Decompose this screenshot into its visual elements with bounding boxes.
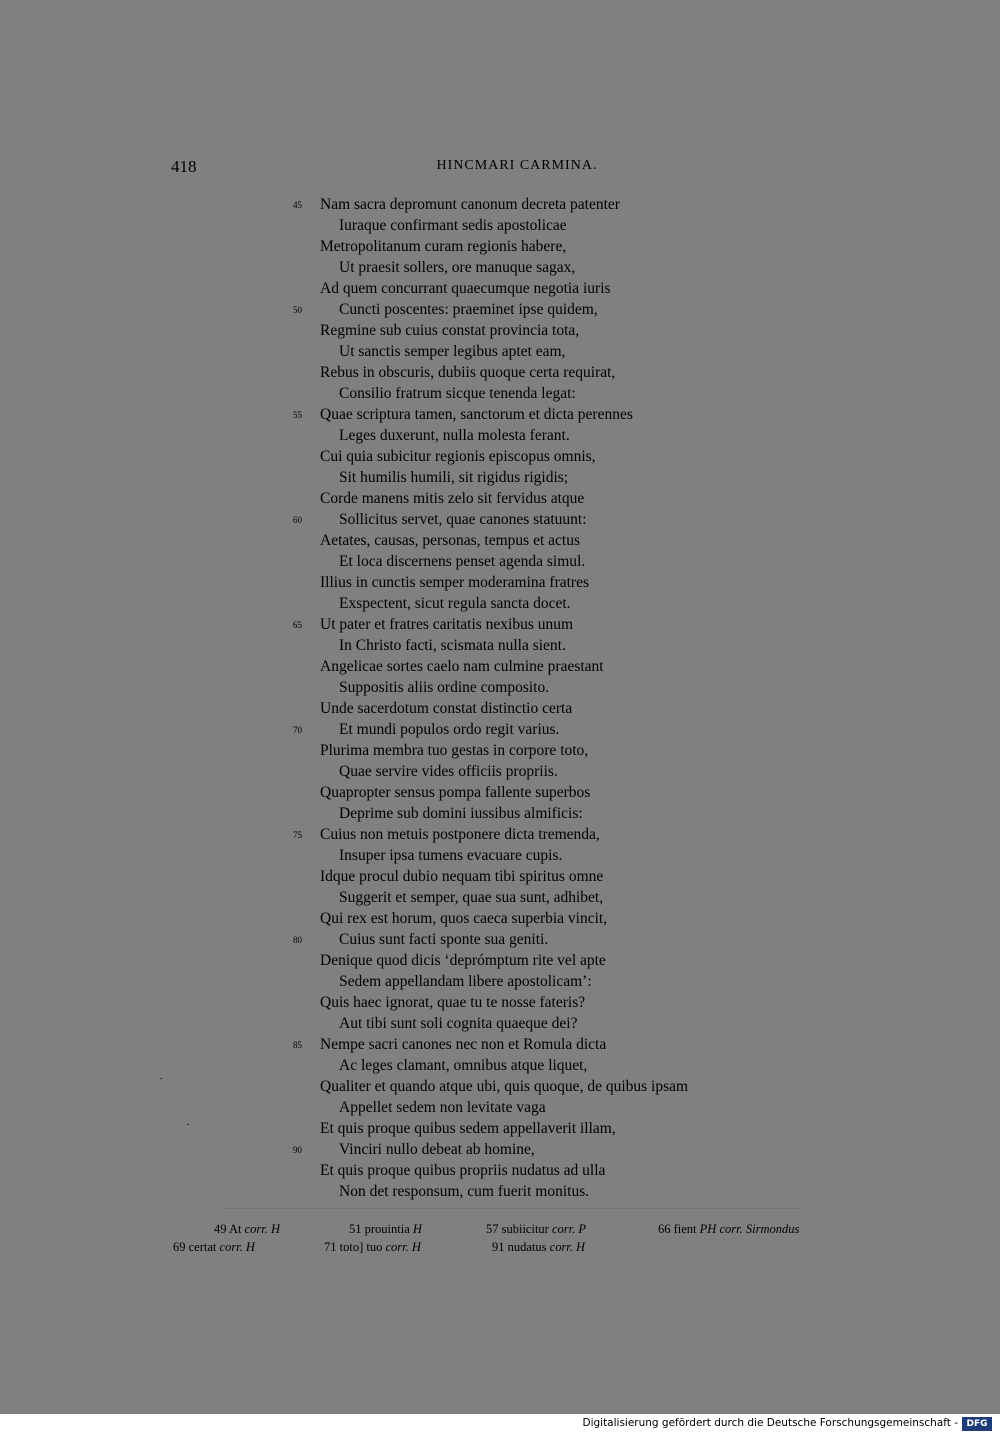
verse-line	[0, 950, 1000, 971]
footnote: 66 fient PH corr. Sirmondus	[658, 1222, 800, 1236]
verse-text: Aut tibi sunt soli cognita quaeque dei?	[339, 1015, 578, 1032]
verse-line	[0, 677, 1000, 698]
verse-text: Et mundi populos ordo regit varius.	[339, 721, 560, 738]
verse-line	[0, 1055, 1000, 1076]
verse-text: Quis haec ignorat, quae tu te nosse fateris?	[320, 994, 586, 1011]
verse-text: Cui quia subicitur regionis episcopus omnis,	[320, 448, 596, 465]
verse-text: Suppositis aliis ordine composito.	[339, 679, 550, 696]
verse-text: Non det responsum, cum fuerit monitus.	[339, 1183, 590, 1200]
verse-line	[0, 1181, 1000, 1202]
line-number: 85	[293, 1040, 302, 1050]
digitization-footer	[0, 1414, 1000, 1434]
verse-text: Ad quem concurrant quaecumque negotia iuris	[320, 280, 611, 297]
footnote-row	[0, 1222, 1000, 1240]
verse-text: Et quis proque quibus sedem appellaverit illam,	[320, 1120, 616, 1137]
verse-text: Quae servire vides officiis propriis.	[339, 763, 558, 780]
verse-line	[0, 299, 1000, 320]
verse-line	[0, 257, 1000, 278]
verse-text: Suggerit et semper, quae sua sunt, adhibet,	[339, 889, 604, 906]
verse-text: Insuper ipsa tumens evacuare cupis.	[339, 847, 563, 864]
verse-line	[0, 803, 1000, 824]
verse-line	[0, 698, 1000, 719]
verse-text: Unde sacerdotum constat distinctio certa	[320, 700, 573, 717]
verse-line	[0, 845, 1000, 866]
verse-line	[0, 593, 1000, 614]
verse-text: Quapropter sensus pompa fallente superbos	[320, 784, 591, 801]
verse-text: Idque procul dubio nequam tibi spiritus omne	[320, 868, 604, 885]
verse-text: Sollicitus servet, quae canones statuunt:	[339, 511, 587, 528]
verse-text: Deprime sub domini iussibus almificis:	[339, 805, 583, 822]
verse-line	[0, 635, 1000, 656]
verse-line	[0, 1160, 1000, 1181]
verse-line	[0, 551, 1000, 572]
verse-line	[0, 656, 1000, 677]
verse-text: Corde manens mitis zelo sit fervidus atque	[320, 490, 585, 507]
verse-text: Appellet sedem non levitate vaga	[339, 1099, 546, 1116]
verse-text: Consilio fratrum sicque tenenda legat:	[339, 385, 576, 402]
verse-line	[0, 614, 1000, 635]
line-number: 55	[293, 410, 302, 420]
line-number: 50	[293, 305, 302, 315]
line-number: 70	[293, 725, 302, 735]
page-header	[171, 157, 841, 179]
verse-text: Nempe sacri canones nec non et Romula dicta	[320, 1036, 607, 1053]
verse-line	[0, 236, 1000, 257]
verse-line	[0, 971, 1000, 992]
verse-text: Qui rex est horum, quos caeca superbia vincit,	[320, 910, 608, 927]
verse-line	[0, 383, 1000, 404]
footnote: 49 At corr. H	[214, 1222, 280, 1236]
verse-text: Nam sacra depromunt canonum decreta patenter	[320, 196, 620, 213]
verse-line	[0, 488, 1000, 509]
verse-line	[0, 761, 1000, 782]
verse-text: Angelicae sortes caelo nam culmine praestant	[320, 658, 604, 675]
footnote: 91 nudatus corr. H	[492, 1240, 586, 1254]
verse-line	[0, 215, 1000, 236]
verse-line	[0, 740, 1000, 761]
verse-text: Cuius non metuis postponere dicta tremenda,	[320, 826, 600, 843]
verse-text: Plurima membra tuo gestas in corpore toto,	[320, 742, 589, 759]
verse-line	[0, 194, 1000, 215]
verse-text: Iuraque confirmant sedis apostolicae	[339, 217, 567, 234]
line-number: 60	[293, 515, 302, 525]
verse-line	[0, 1097, 1000, 1118]
verse-text: Ut pater et fratres caritatis nexibus unum	[320, 616, 574, 633]
verse-text: Sit humilis humili, sit rigidus rigidis;	[339, 469, 569, 486]
verse-line	[0, 425, 1000, 446]
verse-line	[0, 404, 1000, 425]
verse-text: Exspectent, sicut regula sancta docet.	[339, 595, 571, 612]
verse-line	[0, 467, 1000, 488]
verse-text: Quae scriptura tamen, sanctorum et dicta perennes	[320, 406, 633, 423]
verse-text: Et loca discernens penset agenda simul.	[339, 553, 586, 570]
verse-line	[0, 320, 1000, 341]
verse-text: Aetates, causas, personas, tempus et actus	[320, 532, 580, 549]
verse-line	[0, 866, 1000, 887]
verse-line	[0, 1118, 1000, 1139]
footnote-separator	[225, 1208, 800, 1209]
verse-line	[0, 1076, 1000, 1097]
line-number: 45	[293, 200, 302, 210]
verse-line	[0, 782, 1000, 803]
verse-line	[0, 446, 1000, 467]
verse-line	[0, 362, 1000, 383]
verse-line	[0, 992, 1000, 1013]
verse-text: Ac leges clamant, omnibus atque liquet,	[339, 1057, 588, 1074]
verse-line	[0, 887, 1000, 908]
verse-text: Denique quod dicis ‘deprómptum rite vel apte	[320, 952, 606, 969]
running-head: HINCMARI CARMINA.	[436, 158, 598, 173]
verse-text: Metropolitanum curam regionis habere,	[320, 238, 567, 255]
line-number: 80	[293, 935, 302, 945]
footnote-row	[0, 1240, 1000, 1258]
verse-line	[0, 1139, 1000, 1160]
verse-line	[0, 719, 1000, 740]
verse-text: Sedem appellandam libere apostolicam’:	[339, 973, 592, 990]
verse-line	[0, 572, 1000, 593]
verse-text: Rebus in obscuris, dubiis quoque certa requirat,	[320, 364, 616, 381]
verse-text: Cuncti poscentes: praeminet ipse quidem,	[339, 301, 598, 318]
verse-line	[0, 908, 1000, 929]
poem-text	[0, 194, 1000, 1202]
scan-speck	[160, 1078, 162, 1079]
footnote: 57 subiicitur corr. P	[486, 1222, 586, 1236]
verse-line	[0, 929, 1000, 950]
verse-text: In Christo facti, scismata nulla sient.	[339, 637, 566, 654]
funding-credit: Digitalisierung gefördert durch die Deutsche Forschungsgemeinschaft -	[582, 1417, 958, 1429]
line-number: 65	[293, 620, 302, 630]
scan-speck	[187, 1124, 189, 1125]
page-number: 418	[171, 157, 197, 176]
verse-line	[0, 509, 1000, 530]
verse-text: Ut praesit sollers, ore manuque sagax,	[339, 259, 576, 276]
verse-text: Vinciri nullo debeat ab homine,	[339, 1141, 535, 1158]
verse-text: Leges duxerunt, nulla molesta ferant.	[339, 427, 570, 444]
line-number: 90	[293, 1145, 302, 1155]
line-number: 75	[293, 830, 302, 840]
verse-line	[0, 341, 1000, 362]
verse-text: Cuius sunt facti sponte sua geniti.	[339, 931, 549, 948]
verse-text: Regmine sub cuius constat provincia tota,	[320, 322, 580, 339]
verse-line	[0, 278, 1000, 299]
dfg-logo: DFG	[962, 1417, 992, 1431]
footnote: 71 toto] tuo corr. H	[324, 1240, 421, 1254]
verse-line	[0, 530, 1000, 551]
verse-line	[0, 1034, 1000, 1055]
verse-line	[0, 1013, 1000, 1034]
footnote: 51 prouintia H	[349, 1222, 422, 1236]
verse-text: Et quis proque quibus propriis nudatus ad ulla	[320, 1162, 606, 1179]
verse-text: Illius in cunctis semper moderamina fratres	[320, 574, 590, 591]
verse-text: Ut sanctis semper legibus aptet eam,	[339, 343, 566, 360]
verse-text: Qualiter et quando atque ubi, quis quoque, de quibus ipsam	[320, 1078, 689, 1095]
verse-line	[0, 824, 1000, 845]
footnote: 69 certat corr. H	[173, 1240, 255, 1254]
